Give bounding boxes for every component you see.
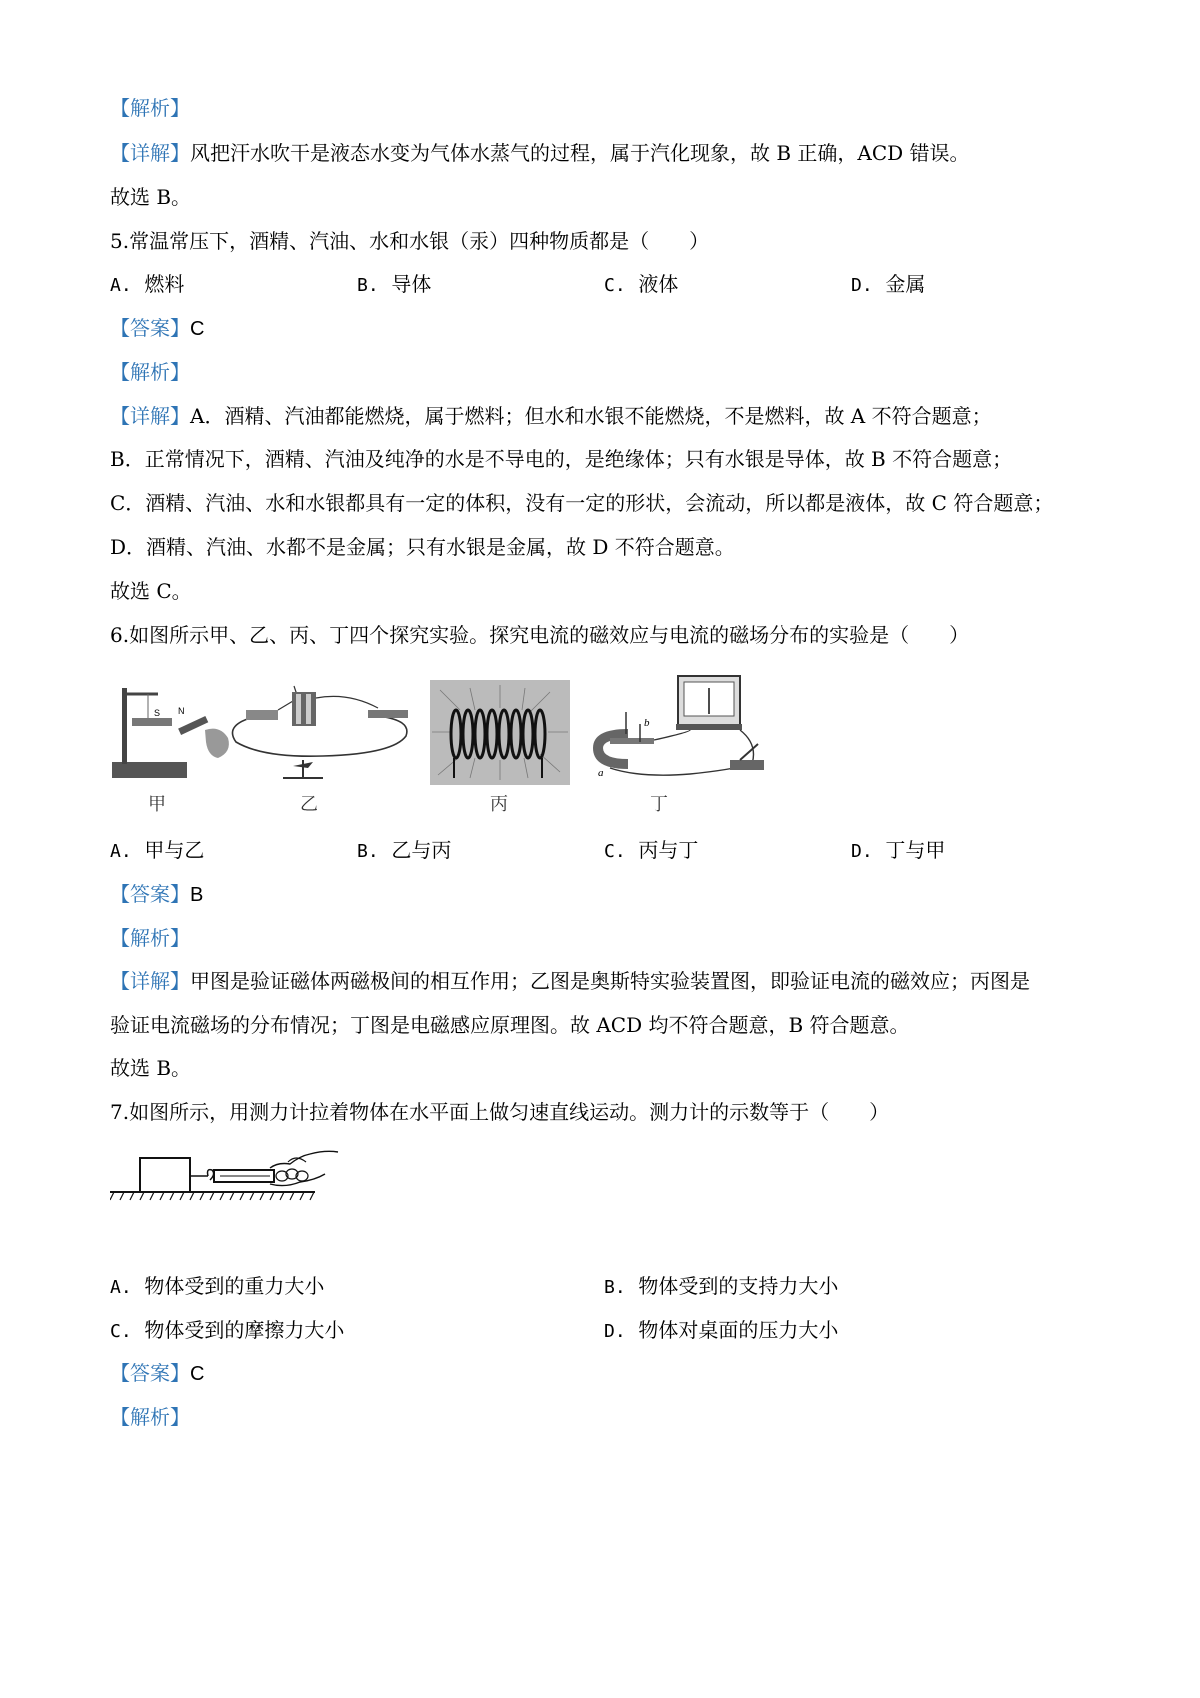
figure-yi-oersted bbox=[228, 680, 418, 785]
q5-detail-line-3: C．酒精、汽油、水和水银都具有一定的体积，没有一定的形状，会流动，所以都是液体，故 C 符合题意； bbox=[110, 491, 1054, 515]
q7-answer-tag: 【答案】 bbox=[110, 1361, 190, 1385]
q5-option-c bbox=[604, 270, 678, 300]
q6-option-a-text: 甲与乙 bbox=[144, 838, 205, 862]
q7-answer bbox=[110, 1359, 204, 1388]
q6-option-c-text: 丙与丁 bbox=[638, 838, 699, 862]
q7-option-b-text: 物体受到的支持力大小 bbox=[638, 1274, 839, 1298]
q6-option-a-letter: A. bbox=[110, 841, 132, 862]
figure-label-bing: 丙 bbox=[490, 794, 508, 815]
q5-option-c-letter: C. bbox=[604, 275, 626, 296]
q7-option-d bbox=[604, 1316, 838, 1346]
q5-answer-tag: 【答案】 bbox=[110, 316, 190, 340]
q5-detail-text-1: A．酒精、汽油都能燃烧，属于燃料；但水和水银不能燃烧，不是燃料，故 A 不符合题意； bbox=[190, 404, 992, 428]
q7-option-b bbox=[604, 1272, 838, 1302]
q6-option-d-text: 丁与甲 bbox=[885, 838, 946, 862]
q5-option-c-text: 液体 bbox=[638, 272, 679, 296]
q4-detail-tag: 【详解】 bbox=[110, 141, 190, 165]
q5-detail-line-2: B．正常情况下，酒精、汽油及纯净的水是不导电的，是绝缘体；只有水银是导体，故 B 不符合题意； bbox=[110, 447, 1013, 471]
q7-option-b-letter: B. bbox=[604, 1277, 626, 1298]
q6-option-a bbox=[110, 836, 204, 866]
q5-detail-tag: 【详解】 bbox=[110, 404, 190, 428]
q7-option-c-letter: C. bbox=[110, 1321, 132, 1342]
q5-option-b-text: 导体 bbox=[391, 272, 432, 296]
figure-label-jia: 甲 bbox=[148, 794, 166, 815]
q7-analysis-tag: 【解析】 bbox=[110, 1405, 190, 1429]
q5-analysis-tag: 【解析】 bbox=[110, 360, 190, 384]
q6-question: 6.如图所示甲、乙、丙、丁四个探究实验。探究电流的磁效应与电流的磁场分布的实验是（ ） bbox=[110, 623, 970, 647]
figure-label-ding: 丁 bbox=[650, 794, 668, 815]
q5-option-a-letter: A. bbox=[110, 275, 132, 296]
q6-answer-tag: 【答案】 bbox=[110, 882, 190, 906]
figure-ding-induction bbox=[580, 674, 780, 786]
q6-option-c-letter: C. bbox=[604, 841, 626, 862]
figure-ding-a-label: a bbox=[598, 767, 604, 779]
q7-option-c-text: 物体受到的摩擦力大小 bbox=[144, 1318, 345, 1342]
q5-conclusion: 故选 C。 bbox=[110, 579, 192, 603]
q5-option-a-text: 燃料 bbox=[144, 272, 185, 296]
q7-option-c bbox=[110, 1316, 344, 1346]
figure-jia-n-label: N bbox=[178, 706, 185, 716]
q5-detail-line-4: D．酒精、汽油、水都不是金属；只有水银是金属，故 D 不符合题意。 bbox=[110, 535, 735, 559]
q7-question: 7.如图所示，用测力计拉着物体在水平面上做匀速直线运动。测力计的示数等于（ ） bbox=[110, 1100, 890, 1124]
q6-conclusion: 故选 B。 bbox=[110, 1056, 192, 1080]
q6-answer-value: B bbox=[190, 884, 204, 906]
figure-q7-spring-scale bbox=[110, 1140, 340, 1210]
q4-detail bbox=[110, 139, 970, 167]
figure-bing-solenoid bbox=[430, 680, 570, 785]
q5-detail-line-1 bbox=[110, 402, 992, 430]
figure-ding-b-label: b bbox=[644, 717, 650, 729]
q6-option-b-letter: B. bbox=[357, 841, 379, 862]
q5-option-b-letter: B. bbox=[357, 275, 379, 296]
q6-detail-text-1: 甲图是验证磁体两磁极间的相互作用；乙图是奥斯特实验装置图，即验证电流的磁效应；丙图是 bbox=[190, 969, 1030, 993]
q6-option-d-letter: D. bbox=[851, 841, 873, 862]
q6-option-d bbox=[851, 836, 945, 866]
q5-option-d bbox=[851, 270, 925, 300]
q5-answer-value: C bbox=[190, 318, 205, 340]
q5-option-d-letter: D. bbox=[851, 275, 873, 296]
q7-option-a-text: 物体受到的重力大小 bbox=[144, 1274, 325, 1298]
q6-option-c bbox=[604, 836, 698, 866]
q4-conclusion: 故选 B。 bbox=[110, 185, 192, 209]
q7-option-a bbox=[110, 1272, 324, 1302]
q5-question: 5.常温常压下，酒精、汽油、水和水银（汞）四种物质都是（ ） bbox=[110, 229, 710, 253]
q5-answer bbox=[110, 314, 204, 343]
figure-jia-s-label: S bbox=[154, 708, 161, 718]
q4-analysis-tag: 【解析】 bbox=[110, 96, 190, 120]
q4-detail-text: 风把汗水吹干是液态水变为气体水蒸气的过程，属于汽化现象，故 B 正确，ACD 错误。 bbox=[190, 141, 970, 165]
q5-option-b bbox=[357, 270, 431, 300]
q7-option-d-text: 物体对桌面的压力大小 bbox=[638, 1318, 839, 1342]
q5-option-a bbox=[110, 270, 184, 300]
q6-detail-line-1 bbox=[110, 967, 1030, 995]
figure-label-yi: 乙 bbox=[300, 794, 318, 815]
q6-option-b bbox=[357, 836, 451, 866]
q6-option-b-text: 乙与丙 bbox=[391, 838, 452, 862]
q6-detail-line-2: 验证电流磁场的分布情况；丁图是电磁感应原理图。故 ACD 均不符合题意，B 符合题意。 bbox=[110, 1013, 910, 1037]
q7-option-a-letter: A. bbox=[110, 1277, 132, 1298]
q6-analysis-tag: 【解析】 bbox=[110, 926, 190, 950]
q6-detail-tag: 【详解】 bbox=[110, 969, 190, 993]
q7-answer-value: C bbox=[190, 1363, 205, 1385]
q7-option-d-letter: D. bbox=[604, 1321, 626, 1342]
q6-answer bbox=[110, 880, 203, 909]
q5-option-d-text: 金属 bbox=[885, 272, 926, 296]
